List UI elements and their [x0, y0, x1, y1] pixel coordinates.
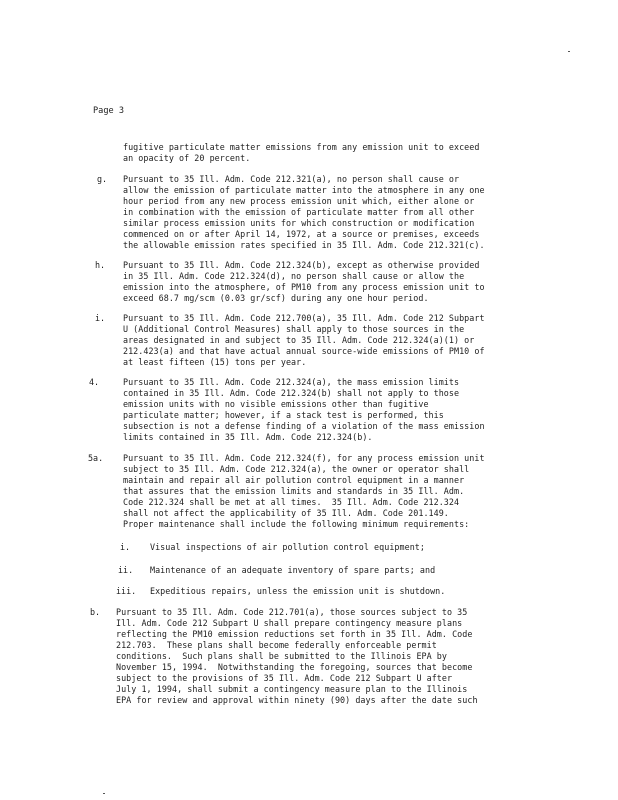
- text-line: limits contained in 35 Ill. Adm. Code 212.324(b).: [123, 432, 373, 442]
- text-line: maintain and repair all air pollution control equipment in a manner: [123, 475, 465, 485]
- text-line: exceed 68.7 mg/scm (0.03 gr/scf) during any one hour period.: [123, 293, 429, 303]
- text-line: Pursuant to 35 Ill. Adm. Code 212.321(a), no person shall cause or: [123, 174, 460, 184]
- text-line: in combination with the emission of particulate matter from all other: [123, 207, 475, 217]
- text-line: the allowable emission rates specified in 35 Ill. Adm. Code 212.321(c).: [123, 240, 485, 250]
- text-line: November 15, 1994. Notwithstanding the foregoing, sources that become: [116, 662, 473, 672]
- block-label: i.: [95, 313, 106, 323]
- text-line: subsection is not a defense finding of a violation of the mass emission: [123, 421, 485, 431]
- subitem-label: i.: [120, 542, 131, 552]
- text-line: hour period from any new process emission unit which, either alone or: [123, 196, 475, 206]
- text-line: shall not affect the applicability of 35 Ill. Adm. Code 201.149.: [123, 508, 449, 518]
- text-line: subject to the provisions of 35 Ill. Adm. Code 212 Subpart U after: [116, 673, 453, 683]
- subitem-text: Expeditious repairs, unless the emission unit is shutdown.: [150, 586, 446, 596]
- page-label: Page 3: [93, 106, 125, 116]
- block-label: 4.: [89, 377, 100, 387]
- text-line: 212.423(a) and that have actual annual source-wide emissions of PM10 of: [123, 346, 485, 356]
- text-line: reflecting the PM10 emission reductions set forth in 35 Ill. Adm. Code: [116, 629, 473, 639]
- text-line: Pursuant to 35 Ill. Adm. Code 212.324(b), except as otherwise provided: [123, 260, 480, 270]
- text-line: an opacity of 20 percent.: [123, 153, 251, 163]
- text-line: U (Additional Control Measures) shall apply to those sources in the: [123, 324, 465, 334]
- scan-speck: [568, 51, 570, 52]
- text-line: Ill. Adm. Code 212 Subpart U shall prepare contingency measure plans: [116, 618, 463, 628]
- text-line: Pursuant to 35 Ill. Adm. Code 212.324(a), the mass emission limits: [123, 377, 460, 387]
- text-line: in 35 Ill. Adm. Code 212.324(d), no person shall cause or allow the: [123, 271, 465, 281]
- block-label: b.: [90, 607, 101, 617]
- text-line: areas designated in and subject to 35 Ill. Adm. Code 212.324(a)(1) or: [123, 335, 475, 345]
- text-line: that assures that the emission limits and standards in 35 Ill. Adm.: [123, 486, 465, 496]
- text-line: July 1, 1994, shall submit a contingency measure plan to the Illinois: [116, 684, 468, 694]
- text-line: EPA for review and approval within ninety (90) days after the date such: [116, 695, 478, 705]
- subitem-label: ii.: [118, 565, 134, 575]
- block-label: g.: [97, 174, 108, 184]
- block-label: h.: [95, 260, 106, 270]
- text-line: Pursuant to 35 Ill. Adm. Code 212.700(a), 35 Ill. Adm. Code 212 Subpart: [123, 313, 485, 323]
- block-label: 5a.: [88, 453, 104, 463]
- text-line: Proper maintenance shall include the following minimum requirements:: [123, 519, 470, 529]
- text-line: at least fifteen (15) tons per year.: [123, 357, 307, 367]
- text-line: subject to 35 Ill. Adm. Code 212.324(a), the owner or operator shall: [123, 464, 470, 474]
- subitem-text: Visual inspections of air pollution control equipment;: [150, 542, 425, 552]
- text-line: fugitive particulate matter emissions from any emission unit to exceed: [123, 142, 480, 152]
- text-line: commenced on or after April 14, 1972, at a source or premises, exceeds: [123, 229, 480, 239]
- text-line: 212.703. These plans shall become federally enforceable permit: [116, 640, 437, 650]
- text-line: Pursuant to 35 Ill. Adm. Code 212.701(a), those sources subject to 35: [116, 607, 468, 617]
- subitem-text: Maintenance of an adequate inventory of spare parts; and: [150, 565, 436, 575]
- text-line: similar process emission units for which construction or modification: [123, 218, 475, 228]
- text-line: conditions. Such plans shall be submitted to the Illinois EPA by: [116, 651, 447, 661]
- scan-speck: [103, 793, 105, 794]
- subitem-label: iii.: [116, 586, 137, 596]
- text-line: Code 212.324 shall be met at all times. 35 Ill. Adm. Code 212.324: [123, 497, 460, 507]
- text-line: contained in 35 Ill. Adm. Code 212.324(b) shall not apply to those: [123, 388, 460, 398]
- text-line: emission into the atmosphere, of PM10 from any process emission unit to: [123, 282, 485, 292]
- text-line: emission units with no visible emissions other than fugitive: [123, 399, 429, 409]
- text-line: Pursuant to 35 Ill. Adm. Code 212.324(f), for any process emission unit: [123, 453, 485, 463]
- text-line: allow the emission of particulate matter into the atmosphere in any one: [123, 185, 485, 195]
- text-line: particulate matter; however, if a stack test is performed, this: [123, 410, 444, 420]
